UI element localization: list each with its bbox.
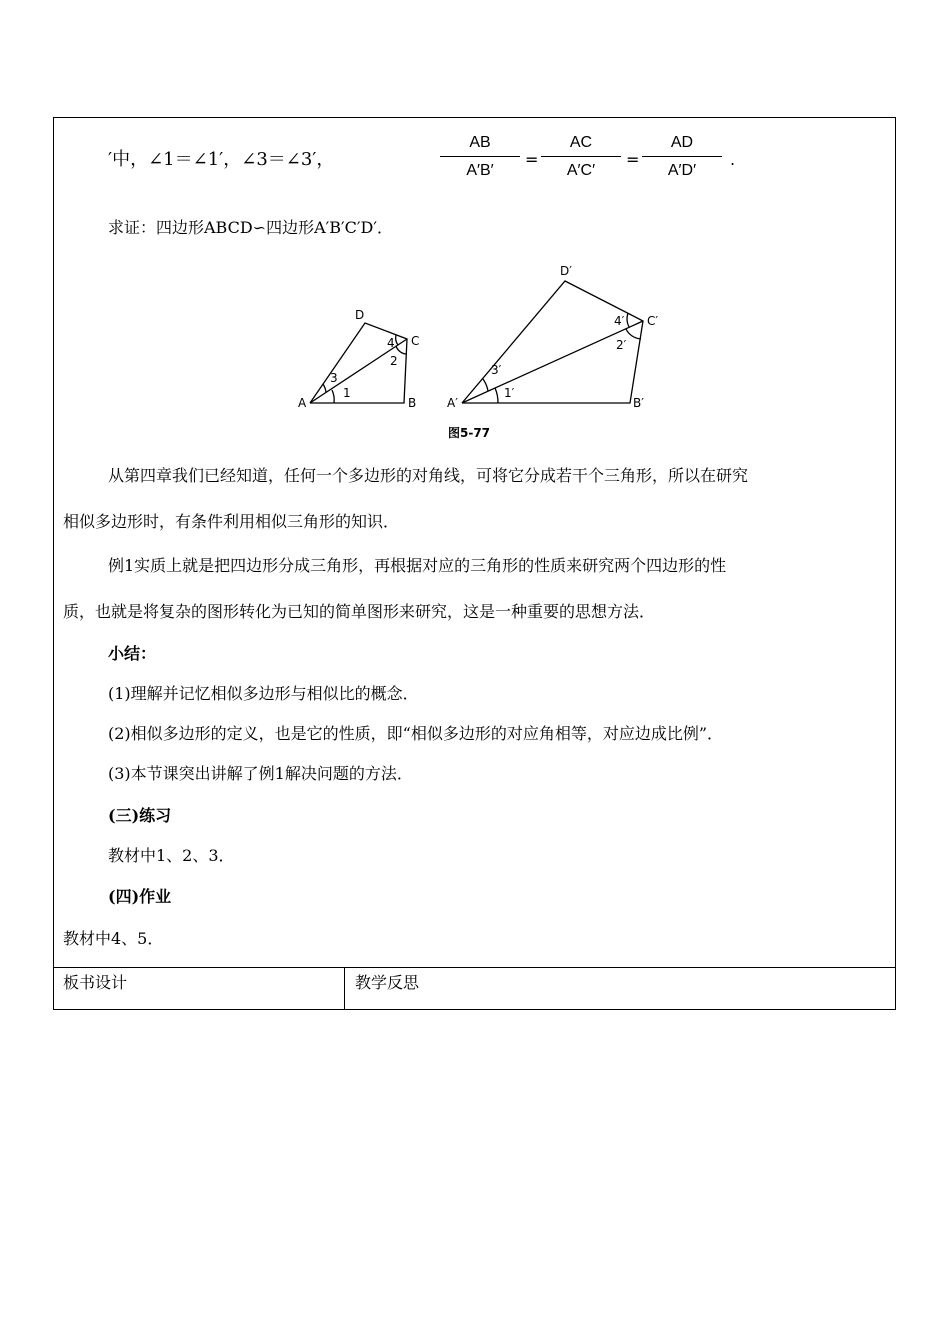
para1-line2: 相似多边形时，有条件利用相似三角形的知识． (63, 512, 400, 531)
prove-statement: 求证：四边形ABCD∽四边形A′B′C′D′． (108, 218, 394, 237)
quadrilateral-figure (290, 255, 680, 450)
fraction-ac-numerator: AC (569, 134, 593, 151)
fraction-ac-bar (541, 156, 621, 157)
small-angle4-arc (396, 335, 398, 345)
small-angle-3-label: 3 (330, 371, 338, 385)
fraction-ad-bar (642, 156, 722, 157)
summary-item-3: (3)本节课突出讲解了例1解决问题的方法． (108, 764, 413, 783)
large-angle4-arc (627, 313, 629, 327)
large-angle2-arc (626, 329, 641, 339)
small-label-c: C (411, 334, 420, 348)
small-angle-2-label: 2 (390, 354, 398, 368)
small-label-a: A (298, 396, 307, 410)
large-angle1-arc (495, 388, 498, 403)
large-angle-4-label: 4′ (614, 314, 625, 328)
small-angle2-arc (396, 346, 406, 354)
small-angle-1-label: 1 (343, 386, 351, 400)
practice-title: (三)练习 (108, 806, 172, 825)
large-angle-3-label: 3′ (491, 363, 502, 377)
large-label-d: D′ (560, 264, 572, 278)
para1-line1: 从第四章我们已经知道，任何一个多边形的对角线，可将它分成若干个三角形，所以在研究 (108, 466, 749, 485)
fraction-ab-numerator: AB (469, 134, 491, 151)
large-angle3-arc (483, 379, 488, 391)
para2-line1: 例1实质上就是把四边形分成三角形，再根据对应的三角形的性质来研究两个四边形的性 (108, 556, 727, 575)
table-row-divider (53, 967, 896, 968)
board-design-label: 板书设计 (63, 973, 128, 992)
homework-title: (四)作业 (108, 887, 172, 906)
fraction-ad-numerator: AD (670, 134, 694, 151)
fraction-ad-denominator: A′D′ (667, 162, 697, 179)
equals-sign-2: = (626, 150, 640, 169)
small-angle-4-label: 4 (387, 336, 395, 350)
large-angle-2-label: 2′ (616, 338, 627, 352)
fraction-ab-denominator: A′B′ (466, 162, 494, 179)
large-label-c: C′ (647, 314, 659, 328)
fraction-ac (541, 132, 621, 182)
small-label-b: B (408, 396, 417, 410)
practice-text: 教材中1、2、3． (108, 846, 235, 865)
large-diagonal (462, 321, 643, 403)
table-column-divider (344, 967, 345, 1010)
fraction-ab (440, 132, 520, 182)
small-angle1-arc (332, 390, 334, 403)
large-label-b: B′ (633, 396, 644, 410)
small-label-d: D (355, 308, 365, 322)
homework-text: 教材中4、5． (63, 929, 164, 948)
summary-title: 小结： (108, 644, 157, 663)
small-angle3-arc (323, 384, 326, 392)
para2-line2: 质，也就是将复杂的图形转化为已知的简单图形来研究，这是一种重要的思想方法． (63, 602, 656, 621)
given-prefix: ′中，∠1＝∠1′，∠3＝∠3′， (108, 149, 335, 170)
teaching-reflection-label: 教学反思 (355, 973, 420, 992)
equals-sign-1: = (525, 150, 539, 169)
fraction-ac-denominator: A′C′ (566, 162, 596, 179)
figure-caption: 图5-77 (448, 426, 491, 440)
fraction-ab-bar (440, 156, 520, 157)
summary-item-2: (2)相似多边形的定义，也是它的性质，即“相似多边形的对应角相等，对应边成比例”． (108, 724, 724, 743)
given-period: . (730, 150, 736, 169)
summary-item-1: (1)理解并记忆相似多边形与相似比的概念． (108, 684, 419, 703)
large-angle-1-label: 1′ (504, 386, 515, 400)
fraction-ad (642, 132, 722, 182)
large-label-a: A′ (447, 396, 458, 410)
